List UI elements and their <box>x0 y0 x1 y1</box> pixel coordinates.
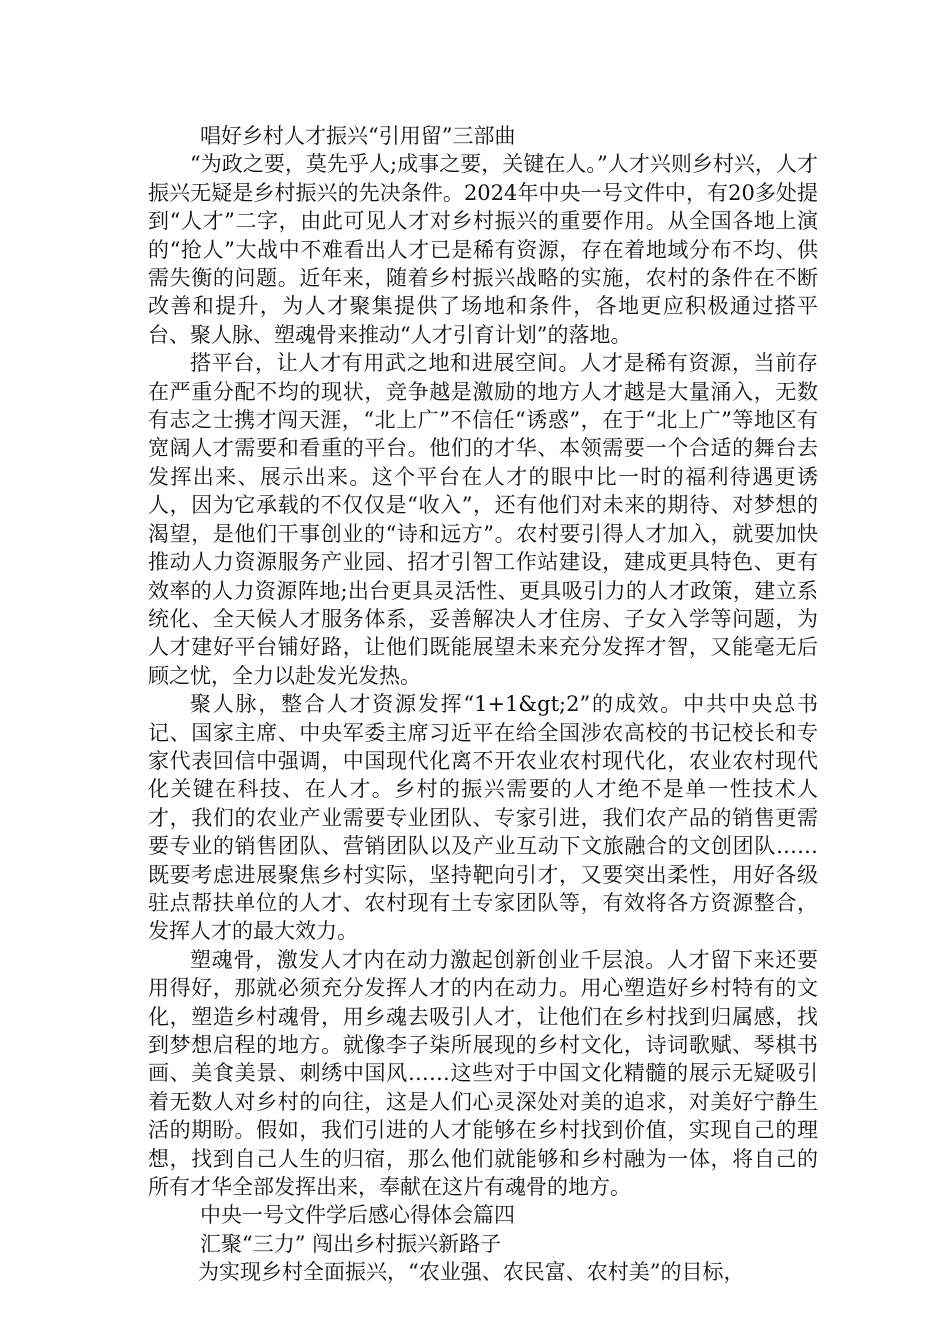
paragraph-intro: “为政之要，莫先乎人;成事之要，关键在人。”人才兴则乡村兴，人才振兴无疑是乡村振兴的先决条件。2024年中央一号文件中，有20多处提到“人才”二字，由此可见人才对乡村振兴的重要作用。从全国各地上演的“抢人”大战中不难看出人才已是稀有资源，存在着地域分布不均、供需失衡的问题。近年来，随着乡村振兴战略的实施，农村的条件在不断改善和提升，为人才聚集提供了场地和条件，各地更应积极通过搭平台、聚人脉、塑魂骨来推动“人才引育计划”的落地。 <box>148 152 818 347</box>
paragraph-platform: 搭平台，让人才有用武之地和进展空间。人才是稀有资源，当前存在严重分配不均的现状，竞争越是激励的地方人才越是大量涌入，无数有志之士携才闯天涯，“北上广”不信任“诱惑”，在于“北上广”等地区有宽阔人才需要和看重的平台。他们的才华、本领需要一个合适的舞台去发挥出来、展示出来。这个平台在人才的眼中比一时的福利待遇更诱人，因为它承载的不仅仅是“收入”，还有他们对未来的期待、对梦想的渴望，是他们干事创业的“诗和远方”。农村要引得人才加入，就要加快推动人力资源服务产业园、招才引智工作站建设，建成更具特色、更有效率的人力资源阵地;出台更具灵活性、更具吸引力的人才政策，建立系统化、全天候人才服务体系，妥善解决人才住房、子女入学等问题，为人才建好平台铺好路，让他们既能展望未来充分发挥才智，又能毫无后顾之忧，全力以赴发光发热。 <box>148 351 818 688</box>
document-body <box>148 122 818 1287</box>
section-heading: 中央一号文件学后感心得体会篇四 <box>200 1203 515 1228</box>
paragraph-soul: 塑魂骨，激发人才内在动力激起创新创业千层浪。人才留下来还要用得好，那就必须充分发挥人才的内在动力。用心塑造好乡村特有的文化，塑造乡村魂骨，用乡魂去吸引人才，让他们在乡村找到归属感，找到梦想启程的地方。就像李子柒所展现的乡村文化，诗词歌赋、琴棋书画、美食美景、刺绣中国风……这些对于中国文化精髓的展示无疑吸引着无数人对乡村的向往，这是人们心灵深处对美的追求，对美好宁静生活的期盼。假如，我们引进的人才能够在乡村找到价值，实现自己的理想，找到自己人生的归宿，那么他们就能够和乡村融为一体，将自己的所有才华全部发挥出来，奉献在这片有魂骨的地方。 <box>148 947 818 1200</box>
document-title: 唱好乡村人才振兴“引用留”三部曲 <box>200 124 516 148</box>
section-subtitle: 汇聚“三力” 闯出乡村振兴新路子 <box>200 1231 502 1256</box>
paragraph-closing: 为实现乡村全面振兴，“农业强、农民富、农村美”的目标， <box>198 1260 745 1285</box>
paragraph-network: 聚人脉，整合人才资源发挥“1+1&gt;2”的成效。中共中央总书记、国家主席、中央军委主席习近平在给全国涉农高校的书记校长和专家代表回信中强调，中国现代化离不开农业农村现代化，农业农村现代化关键在科技、在人才。乡村的振兴需要的人才绝不是单一性技术人才，我们的农业产业需要专业团队、专家引进，我们农产品的销售更需要专业的销售团队、营销团队以及产业互动下文旅融合的文创团队……既要考虑进展聚焦乡村实际，坚持靶向引才，又要突出柔性，用好各级驻点帮扶单位的人才、农村现有土专家团队等，有效将各方资源整合，发挥人才的最大效力。 <box>148 692 818 944</box>
